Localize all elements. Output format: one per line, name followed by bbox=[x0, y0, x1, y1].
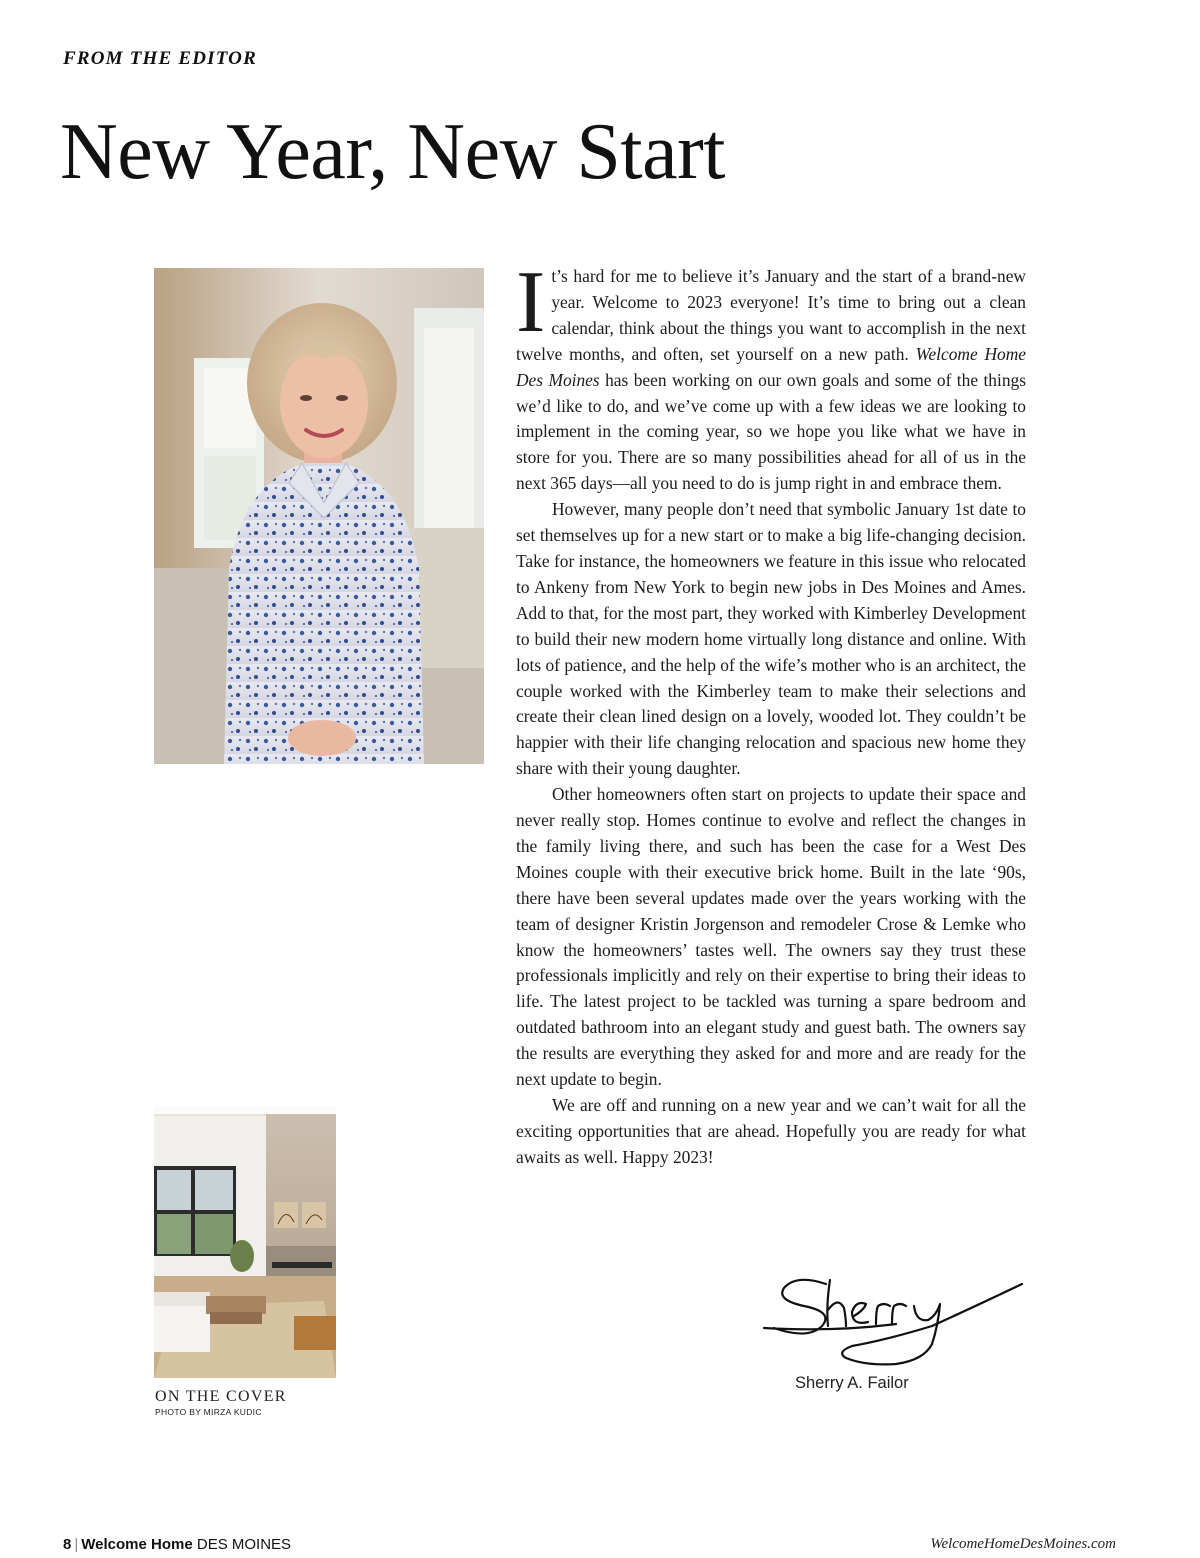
paragraph-text: has been working on our own goals and some of the things we’d like to do, and we’ve come up with a few ideas we are looking to implement in the coming year, so we hope you like what we have in store for you. There are so many possibilities ahead for all of us in the next 365 days—all you need to do is jump right in and embrace them. bbox=[516, 369, 1026, 494]
magazine-name-bold: Welcome Home bbox=[81, 1536, 193, 1553]
publication-name: Welcome Home Des Moines bbox=[516, 343, 1027, 390]
cover-caption bbox=[155, 1388, 287, 1417]
drop-cap: I bbox=[516, 254, 546, 351]
magazine-name-city: DES MOINES bbox=[196, 1536, 292, 1553]
website-url[interactable]: WelcomeHomeDesMoines.com bbox=[930, 1536, 1116, 1552]
page-number: 8 bbox=[63, 1536, 72, 1553]
article-paragraph: However, many people don’t need that symbolic January 1st date to set themselves up for a new start or to make a big life-changing decision. Take for instance, the homeowners we feature in this issue who relocated to Ankeny from New York to begin new jobs in Des Moines and Ames. Add to that, for the most part, they worked with Kimberley Development to build their new modern home virtually long distance and online. With lots of patience, and the help of the wife’s mother who is an architect, the couple worked with the Kimberley team to make their selections and create their clean lined design on a lovely, wooded lot. They couldn’t be happier with their life changing relocation and spacious new home they share with their young daughter. bbox=[516, 499, 1026, 779]
article-headline: New Year, New Start bbox=[60, 108, 725, 196]
cover-photo-credit: PHOTO BY MIRZA KUDIC bbox=[155, 1407, 262, 1417]
editor-name: Sherry A. Failor bbox=[795, 1374, 909, 1392]
article-body bbox=[516, 254, 1027, 1171]
cover-caption-title: ON THE COVER bbox=[155, 1388, 287, 1405]
page-footer-left bbox=[63, 1536, 291, 1553]
paragraph-text: t’s hard for me to believe it’s January and the start of a brand-new year. Welcome to 2023 everyone! It’s time to bring out a clean calendar, think about the things you want to accomplish in the next twelve months, and often, set yourself on a new path. bbox=[516, 266, 1026, 364]
section-kicker: FROM THE EDITOR bbox=[63, 48, 257, 69]
handwritten-signature bbox=[756, 1266, 1036, 1376]
article-paragraph bbox=[516, 254, 1027, 497]
editor-portrait-photo bbox=[154, 268, 484, 764]
cover-photo bbox=[154, 1106, 336, 1378]
footer-separator: | bbox=[74, 1536, 79, 1553]
article-paragraph: Other homeowners often start on projects to update their space and never really stop. Homes continue to evolve and reflect the changes in the family living there, and such has been the case for a West Des Moines couple with their executive brick home. Built in the late ‘90s, there have been several updates made over the years working with the team of designer Kristin Jorgenson and remodeler Crose & Lemke who know the homeowners’ tastes well. The owners say they trust these professionals implicitly and rely on their expertise to bring their ideas to life. The latest project to be tackled was turning a spare bedroom and outdated bathroom into an elegant study and guest bath. The owners say the results are everything they asked for and more and are ready for the next update to begin. bbox=[516, 784, 1026, 1090]
article-paragraph: We are off and running on a new year and we can’t wait for all the exciting opportunities that are ahead. Hopefully you are ready for what awaits as well. Happy 2023! bbox=[516, 1095, 1026, 1167]
